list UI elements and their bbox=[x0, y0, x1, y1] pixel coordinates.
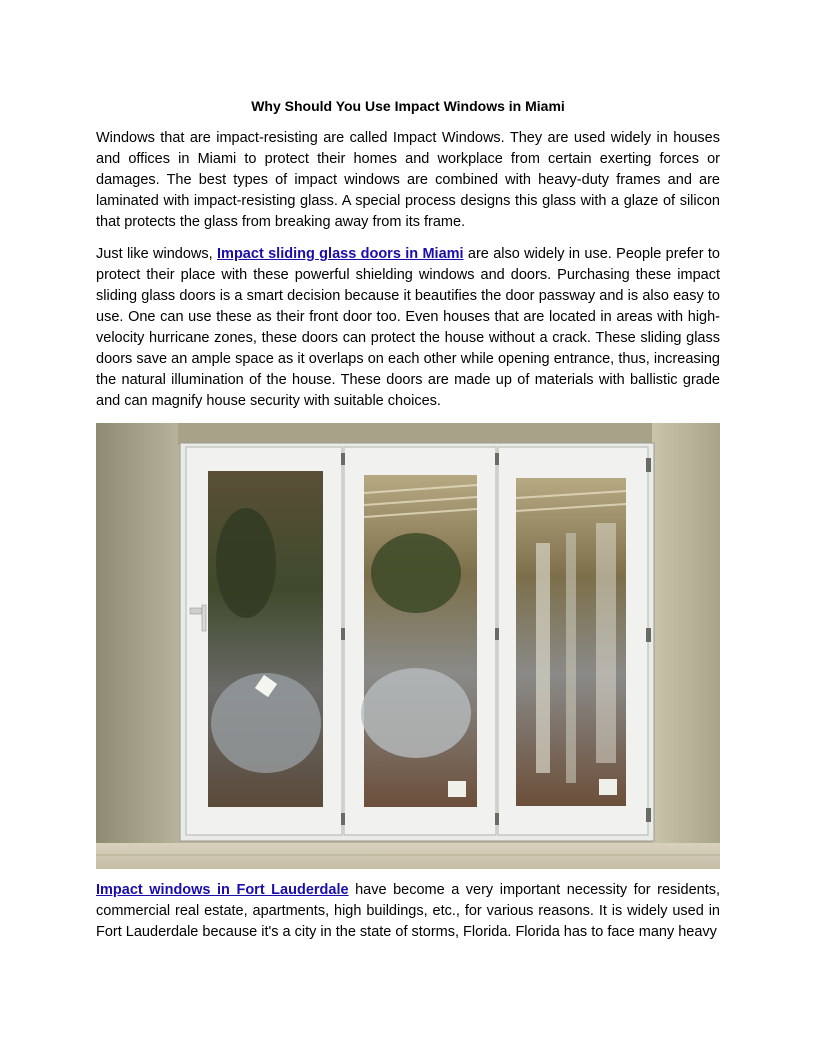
paragraph-text-after-link: have become a very important necessity for residents, commercial real estate, apartments, high buildings, etc., for various reasons. It is widely used in Fort Lauderdale because it's a city in the state of storms, Florida. Florida has to face many heavy bbox=[96, 882, 721, 940]
sliding-doors-paragraph bbox=[96, 244, 720, 412]
intro-paragraph: Windows that are impact-resisting are called Impact Windows. They are used widely in houses and offices in Miami to protect their homes and workplace from certain exerting forces or damages. The best types of impact windows are combined with heavy-duty frames and are laminated with impact-resisting glass. A special process designs this glass with a glaze of silicon that protects the glass from breaking away from its frame. bbox=[96, 130, 720, 230]
paragraph-text-after-link: are also widely in use. People prefer to protect their place with these powerful shielding windows and doors. Purchasing these impact sliding glass doors is a smart decision because it beautifies the door passway and is also easy to use. One can use these as their front door too. Even houses that are located in areas with high-velocity hurricane zones, these doors can protect the house without a crack. These sliding glass doors save an ample space as it overlaps on each other while opening entrance, thus, increasing the natural illumination of the house. These doors are made up of materials with ballistic grade and can magnify house security with suitable choices. bbox=[96, 246, 720, 409]
impact-sliding-doors-miami-link[interactable]: Impact sliding glass doors in Miami bbox=[217, 246, 464, 262]
impact-windows-fort-lauderdale-link[interactable]: Impact windows in Fort Lauderdale bbox=[96, 882, 349, 898]
page-title: Why Should You Use Impact Windows in Miami bbox=[251, 98, 565, 114]
fort-lauderdale-paragraph bbox=[96, 880, 720, 943]
paragraph-text-before-link: Just like windows, bbox=[96, 246, 218, 262]
impact-door-photo bbox=[96, 423, 720, 869]
